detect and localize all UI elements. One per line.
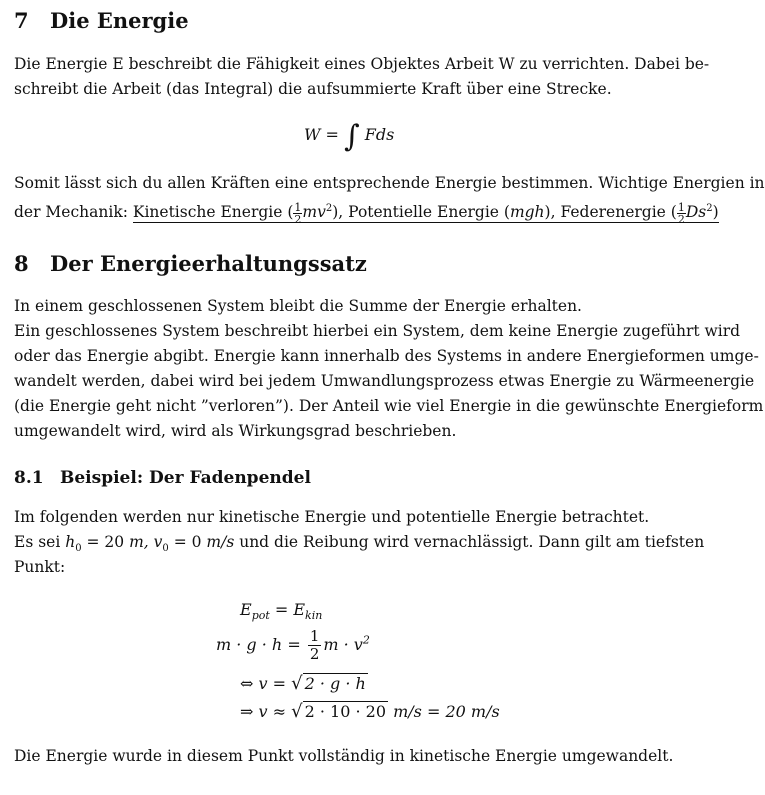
var-h: h [65,533,76,551]
paragraph-line: schreibt die Arbeit (das Integral) die aufsummierte Kraft über eine Strecke. [14,80,612,98]
exponent: 2 [325,203,333,214]
radicand: 2 · g · h [304,674,366,693]
eq-equals: = [272,674,287,693]
paragraph-line: oder das Energie abgibt. Energie kann innerhalb des Systems in andere Energieformen umge- [14,347,759,365]
section-number: 8 [14,251,29,276]
subscript: 0 [75,543,82,555]
paragraph-line: Somit lässt sich du allen Kräften eine entsprechende Energie bestimmen. Wichtige Energien in [14,174,765,192]
energies-line [14,196,719,225]
fraction [308,628,322,663]
eq-result: m/s = 20 m/s [388,702,500,721]
section-title: Die Energie [50,8,189,33]
section-7-heading [14,8,189,33]
fraction [677,202,686,225]
subscript: pot [251,609,270,623]
kinetic-variable: mv [302,203,326,222]
formula-equals: = [325,125,339,144]
eq-rhs: m · v [323,635,363,654]
eq-approx: ≈ [272,702,287,721]
paragraph-line: (die Energie geht nicht ”verloren”). Der Anteil wie viel Energie in die gewünschte Energieform [14,397,764,415]
paragraph-line: Im folgenden werden nur kinetische Energie und potentielle Energie betrachtet. [14,508,650,526]
paragraph-line: Die Energie wurde in diesem Punkt vollständig in kinetische Energie umgewandelt. [14,747,674,765]
unit: m/s [206,533,235,551]
section-number: 7 [14,8,29,33]
section-number: 8.1 [14,468,44,488]
eq-rhs: = E [274,600,306,619]
integral-sign: ∫ [344,119,360,154]
fraction-numerator: 1 [294,200,302,214]
paragraph-line: Ein geschlossenes System beschreibt hierbei ein System, dem keine Energie zugeführt wird [14,322,741,340]
unit-and-var: m, v [129,533,163,551]
eq-lhs: ⇒ v [240,702,268,721]
fraction-denominator: 2 [294,212,302,226]
text: = 20 [81,533,130,551]
subscript: 0 [162,543,169,555]
potential-variable: mgh [509,203,545,222]
fraction-denominator: 2 [309,645,320,663]
eq-lhs: E [240,600,252,619]
text: und die Reibung wird vernachlässigt. Dann gilt am tiefsten [234,533,705,551]
spring-variable: Ds [685,203,707,222]
fraction-denominator: 2 [677,212,685,226]
section-title: Beispiel: Der Fadenpendel [60,468,311,488]
text: Es sei [14,533,66,551]
eq-lhs: ⇔ v [240,674,268,693]
close-paren: ) [712,203,719,222]
text: = 0 [168,533,207,551]
close-paren: ), [544,203,561,222]
formula-rhs: Fds [364,125,395,144]
subsection-8-1-heading [14,468,311,488]
paragraph-line: wandelt werden, dabei wird bei jedem Umwandlungsprozess etwas Energie zu Wärmeenergie [14,372,755,390]
eq-lhs: m · g · h [216,635,283,654]
potential-label: Potentielle Energie ( [348,203,510,222]
sqrt-sign: √ [291,701,303,722]
equation-3 [240,673,368,694]
paragraph-line: In einem geschlossenen System bleibt die Summe der Energie erhalten. [14,297,582,315]
equation-4 [240,701,500,722]
radicand: 2 · 10 · 20 [304,702,387,721]
fraction-numerator: 1 [309,627,320,645]
line-prefix: der Mechanik: [14,203,133,222]
subscript: kin [305,609,323,623]
section-8-heading [14,251,367,276]
exponent: 2 [706,203,713,214]
paragraph-line: umgewandelt wird, wird als Wirkungsgrad beschrieben. [14,422,457,440]
given-values-line [14,530,704,561]
exponent: 2 [362,633,370,647]
work-integral-formula [304,119,394,154]
fraction-numerator: 1 [677,200,685,214]
paragraph-line: Die Energie E beschreibt die Fähigkeit eines Objektes Arbeit W zu verrichten. Dabei be- [14,55,710,73]
eq-equals: = [287,635,301,654]
spring-label: Federenergie ( [560,203,677,222]
energies-underlined [132,200,719,226]
kinetic-label: Kinetische Energie ( [132,203,294,222]
sqrt-sign: √ [291,673,303,694]
equation-1 [240,600,322,622]
section-title: Der Energieerhaltungssatz [50,251,367,276]
close-paren: ), [332,203,349,222]
formula-lhs: W [304,125,321,144]
paragraph-line: Punkt: [14,558,66,576]
equation-2 [216,628,370,663]
